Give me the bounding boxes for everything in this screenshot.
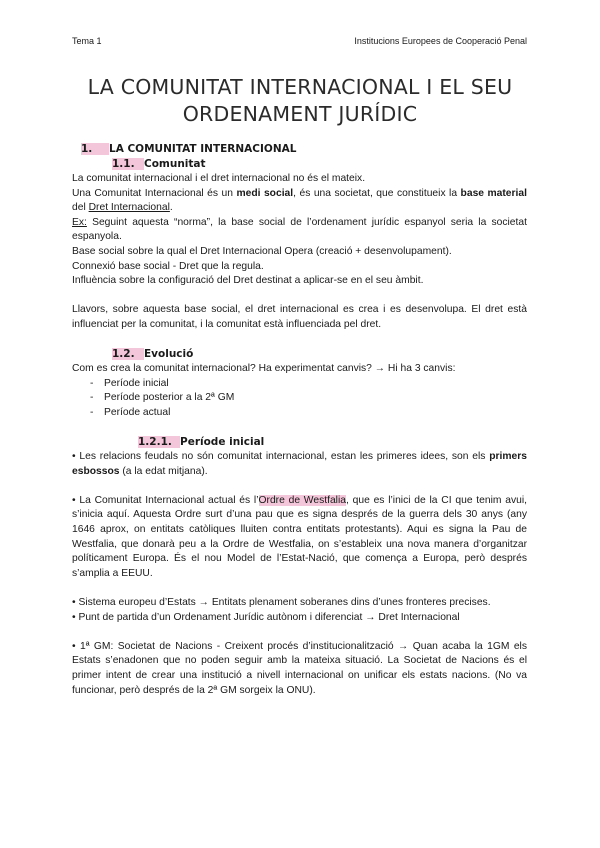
paragraph: • Punt de partida d’un Ordenament Jurídic autònom i diferenciat → Dret Internacional: [72, 611, 460, 623]
heading-number: 1.2.: [112, 348, 135, 361]
paragraph: Connexió base social - Dret que la regula.: [72, 260, 264, 272]
list-item: - Període inicial: [90, 377, 527, 392]
evolution-list: [72, 377, 527, 421]
header-right: Institucions Europees de Cooperació Penal: [354, 36, 527, 46]
heading-number: 1.1.: [112, 158, 135, 170]
heading-section-1-2-1: [72, 435, 527, 450]
paragraph: • Les relacions feudals no són comunitat internacional, estan les primeres idees, son els primers esbossos (a la edat mitjana).: [72, 451, 527, 477]
heading-label: LA COMUNITAT INTERNACIONAL: [109, 143, 297, 155]
paragraph: Ex: Seguint aquesta “norma”, la base social de l’ordenament jurídic espanyol seria la societat espanyola.: [72, 216, 527, 243]
heading-section-1-2: [72, 347, 527, 362]
header-left: Tema 1: [72, 36, 102, 46]
paragraph: La comunitat internacional i el dret internacional no és el mateix.: [72, 173, 366, 184]
paragraph: Com es crea la comunitat internacional? Ha experimentat canvis? → Hi ha 3 canvis:: [72, 363, 456, 375]
document-body: [72, 142, 527, 698]
title-line-2: ORDENAMENT JURÍDIC: [182, 102, 418, 126]
paragraph: Una Comunitat Internacional és un medi social, és una societat, que constitueix la base material del Dret Internacional.: [72, 187, 527, 214]
heading-number: 1.: [81, 143, 93, 155]
heading-section-1-1: [72, 157, 527, 172]
heading-label: Comunitat: [144, 158, 206, 170]
heading-label: Període inicial: [180, 436, 265, 449]
heading-section-1: [72, 142, 527, 157]
list-item: - Període posterior a la 2ª GM: [90, 391, 527, 406]
paragraph: • Sistema europeu d’Estats → Entitats plenament soberanes dins d’unes fronteres precises.: [72, 597, 491, 609]
heading-label: Evolució: [144, 348, 194, 361]
paragraph: • La Comunitat Internacional actual és l’Ordre de Westfalia, que es l’inici de la CI que tenim avui, s’inicia aquí. Aquesta Ordre surt d’una pau que es signa després de la guerra dels 30 anys (any 1646 aprox, on entitats catòliques lluiten contra entitats protestants). Aqui es signa la Pau de Westfalia, que donarà peu a la Ordre de Westfalia, on s’estableix una nova manera d’organitzar políticament Europa. És el nou Model de l’Estat-Nació, que comença a Europa, però després s’amplia a EEUU.: [72, 494, 528, 579]
page-title: [40, 74, 560, 128]
heading-number: 1.2.1.: [138, 436, 172, 449]
paragraph: Base social sobre la qual el Dret Internacional Opera (creació + desenvolupament).: [72, 245, 452, 257]
title-line-1: LA COMUNITAT INTERNACIONAL I EL SEU: [87, 75, 513, 99]
list-item: - Període actual: [90, 406, 527, 421]
paragraph: Influència sobre la configuració del Dret destinat a aplicar-se en el seu àmbit.: [72, 275, 424, 287]
paragraph: • 1ª GM: Societat de Nacions - Creixent procés d’institucionalització → Quan acaba la 1GM els Estats s’enadonen que no poden seguir amb la mateixa situació. La Societat de Nacions és el primer intent de crear una institució a nivell internacional on unificar els estats nacions. (No va funcionar, però després de la 2ª GM sorgeix la ONU).: [72, 640, 527, 696]
paragraph: Llavors, sobre aquesta base social, el dret internacional es crea i es desenvolupa. El dret està influenciat per la comunitat, i la comunitat està influenciada pel dret.: [72, 304, 527, 330]
